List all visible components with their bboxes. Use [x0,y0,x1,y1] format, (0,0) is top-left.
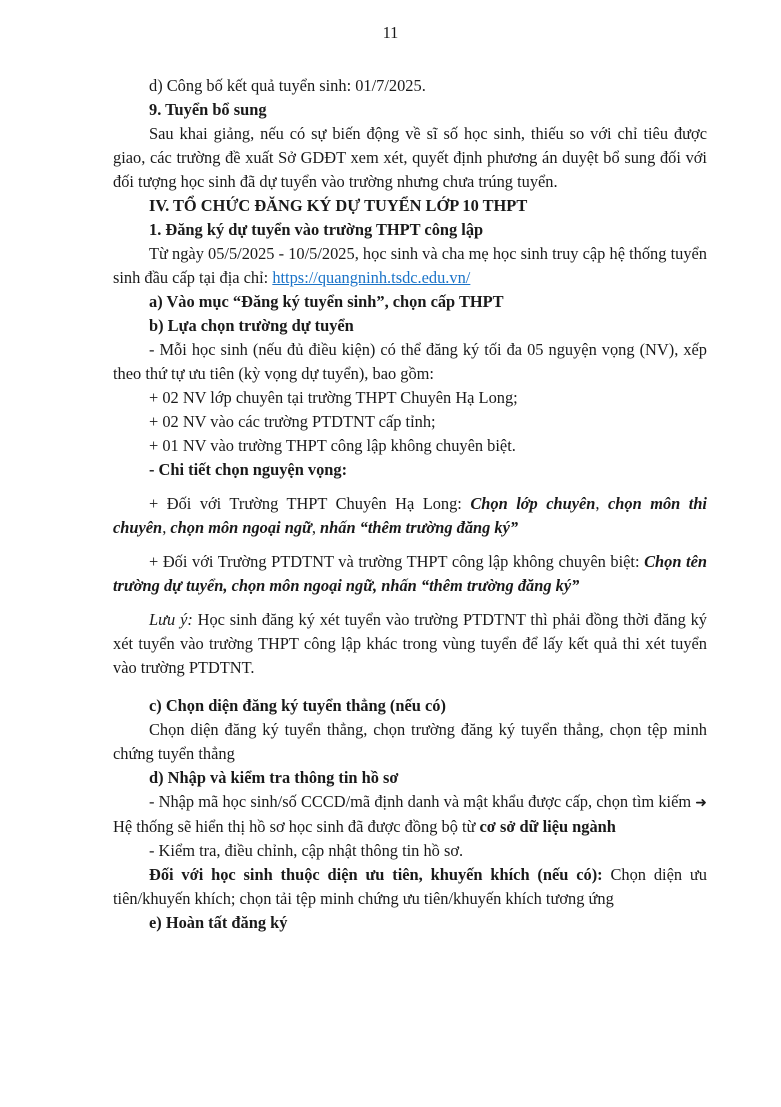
section-heading-iv: IV. TỔ CHỨC ĐĂNG KÝ DỰ TUYỂN LỚP 10 THPT [149,196,528,215]
supplementary-paragraph: Sau khai giảng, nếu có sự biến động về sĩ số học sinh, thiếu so với chỉ tiêu được giao, các trường đề xuất Sở GDĐT xem xét, quyết định phương án duyệt bổ sung đối với đối tượng học sinh đã dự tuyển vào trường nhưng chưa trúng tuyển. [113,124,707,191]
login-paragraph: - Nhập mã học sinh/số CCCD/mã định danh và mật khẩu được cấp, chọn tìm kiếm ➜ Hệ thống sẽ hiển thị hồ sơ học sinh đã được đồng bộ từ cơ sở dữ liệu ngành [113,792,707,836]
heading-b: b) Lựa chọn trường dự tuyển [149,316,354,335]
heading-d: d) Nhập và kiểm tra thông tin hồ sơ [149,768,399,787]
heading-a: a) Vào mục “Đăng ký tuyển sinh”, chọn cấp THPT [149,292,504,311]
publish-results-line: d) Công bố kết quả tuyển sinh: 01/7/2025. [149,76,426,95]
access-paragraph: Từ ngày 05/5/2025 - 10/5/2025, học sinh và cha mẹ học sinh truy cập hệ thống tuyển sinh đầu cấp tại địa chỉ: https://quangninh.tsdc.edu.vn/ [113,244,707,287]
direct-admission-paragraph: Chọn diện đăng ký tuyển thẳng, chọn trường đăng ký tuyển thẳng, chọn tệp minh chứng tuyển thẳng [113,720,707,763]
detail-boarding-school: + Đối với Trường PTDTNT và trường THPT công lập không chuyên biệt: Chọn tên trường dự tuyển, chọn môn ngoại ngữ, nhấn “thêm trường đăng ký” [113,552,708,595]
registration-link[interactable]: https://quangninh.tsdc.edu.vn/ [272,268,471,287]
document-body [113,74,707,935]
check-info-line: - Kiểm tra, điều chỉnh, cập nhật thông tin hồ sơ. [149,841,464,860]
wishes-paragraph: - Mỗi học sinh (nếu đủ điều kiện) có thể đăng ký tối đa 05 nguyện vọng (NV), xếp theo thứ tự ưu tiên (kỳ vọng dự tuyển), bao gồm: [113,340,707,383]
heading-wish-details: - Chi tiết chọn nguyện vọng: [149,460,348,479]
note-paragraph: Lưu ý: Học sinh đăng ký xét tuyển vào trường PTDTNT thì phải đồng thời đăng ký xét tuyển vào trường THPT công lập khác trong vùng tuyển để lấy kết quả thi xét tuyển vào trường PTDTNT. [113,610,707,677]
detail-specialized-school: + Đối với Trường THPT Chuyên Hạ Long: Chọn lớp chuyên, chọn môn thi chuyên, chọn môn ngoại ngữ, nhấn “thêm trường đăng ký” [113,494,707,537]
heading-e: e) Hoàn tất đăng ký [149,913,288,932]
heading-supplementary-admission: 9. Tuyển bổ sung [149,100,267,119]
heading-c: c) Chọn diện đăng ký tuyển thẳng (nếu có) [149,696,446,715]
wish-item-2: + 02 NV vào các trường PTDTNT cấp tỉnh; [149,412,436,431]
wish-item-1: + 02 NV lớp chuyên tại trường THPT Chuyên Hạ Long; [149,388,518,407]
page-number: 11 [382,23,399,42]
priority-paragraph: Đối với học sinh thuộc diện ưu tiên, khuyến khích (nếu có): Chọn diện ưu tiên/khuyến khích; chọn tải tệp minh chứng ưu tiên/khuyến khích tương ứng [113,865,707,908]
arrow-icon: ➜ [695,795,707,811]
wish-item-3: + 01 NV vào trường THPT công lập không chuyên biệt. [149,436,516,455]
heading-registration: 1. Đăng ký dự tuyển vào trường THPT công lập [149,220,484,239]
